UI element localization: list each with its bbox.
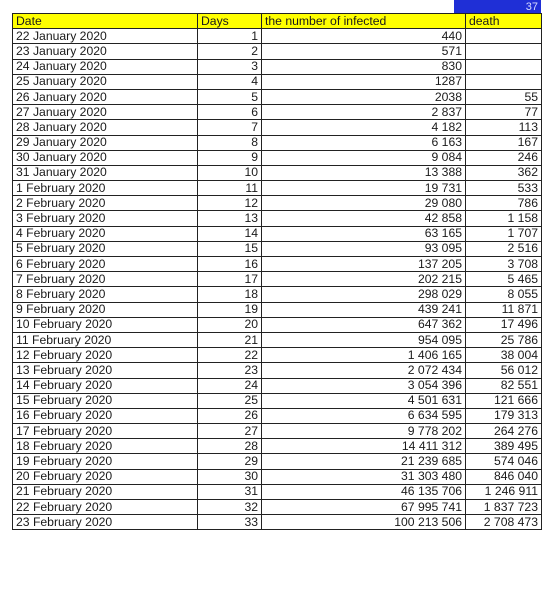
cell-days[interactable]: 19 (198, 302, 262, 317)
cell-infected[interactable]: 42 858 (262, 211, 466, 226)
cell-days[interactable]: 1 (198, 29, 262, 44)
cell-date[interactable]: 1 February 2020 (13, 181, 198, 196)
cell-infected[interactable]: 1287 (262, 74, 466, 89)
cell-date[interactable]: 5 February 2020 (13, 241, 198, 256)
cell-date[interactable]: 25 January 2020 (13, 74, 198, 89)
cell-date[interactable]: 2 February 2020 (13, 196, 198, 211)
cell-days[interactable]: 9 (198, 150, 262, 165)
top-row (0, 0, 544, 14)
cell-infected[interactable]: 440 (262, 29, 466, 44)
selected-corner-cell[interactable]: 37 (454, 0, 541, 14)
cell-death[interactable]: 846 040 (466, 469, 542, 484)
table-row (13, 59, 542, 74)
cell-death[interactable] (466, 44, 542, 59)
cell-death[interactable]: 5 465 (466, 272, 542, 287)
cell-days[interactable]: 27 (198, 424, 262, 439)
table-row (13, 439, 542, 454)
table-row (13, 165, 542, 180)
cell-death[interactable]: 167 (466, 135, 542, 150)
cell-death[interactable]: 38 004 (466, 348, 542, 363)
cell-date[interactable]: 12 February 2020 (13, 348, 198, 363)
cell-death[interactable]: 2 708 473 (466, 515, 542, 530)
cell-days[interactable]: 20 (198, 317, 262, 332)
cell-infected[interactable]: 6 634 595 (262, 408, 466, 423)
cell-date[interactable]: 10 February 2020 (13, 317, 198, 332)
header-row (13, 14, 542, 29)
cell-days[interactable]: 31 (198, 484, 262, 499)
table-row (13, 454, 542, 469)
cell-date[interactable]: 22 January 2020 (13, 29, 198, 44)
cell-date[interactable]: 23 January 2020 (13, 44, 198, 59)
cell-infected[interactable]: 14 411 312 (262, 439, 466, 454)
table-row (13, 29, 542, 44)
cell-infected[interactable]: 137 205 (262, 257, 466, 272)
cell-date[interactable]: 30 January 2020 (13, 150, 198, 165)
cell-infected[interactable]: 21 239 685 (262, 454, 466, 469)
cell-death[interactable]: 533 (466, 181, 542, 196)
table-row (13, 332, 542, 347)
table-row (13, 257, 542, 272)
table-row (13, 484, 542, 499)
table-row (13, 287, 542, 302)
cell-infected[interactable]: 46 135 706 (262, 484, 466, 499)
cell-days[interactable]: 10 (198, 165, 262, 180)
table-row (13, 500, 542, 515)
cell-infected[interactable]: 830 (262, 59, 466, 74)
cell-infected[interactable]: 13 388 (262, 165, 466, 180)
spreadsheet-table (12, 13, 542, 530)
cell-death[interactable] (466, 59, 542, 74)
cell-infected[interactable]: 4 182 (262, 120, 466, 135)
cell-infected[interactable]: 4 501 631 (262, 393, 466, 408)
cell-days[interactable]: 18 (198, 287, 262, 302)
cell-infected[interactable]: 9 778 202 (262, 424, 466, 439)
cell-infected[interactable]: 100 213 506 (262, 515, 466, 530)
header-days[interactable]: Days (198, 14, 262, 29)
cell-date[interactable]: 31 January 2020 (13, 165, 198, 180)
cell-death[interactable]: 121 666 (466, 393, 542, 408)
cell-date[interactable]: 18 February 2020 (13, 439, 198, 454)
table-row (13, 393, 542, 408)
cell-infected[interactable]: 571 (262, 44, 466, 59)
cell-days[interactable]: 21 (198, 332, 262, 347)
cell-days[interactable]: 22 (198, 348, 262, 363)
cell-death[interactable]: 113 (466, 120, 542, 135)
table-row (13, 135, 542, 150)
cell-infected[interactable]: 63 165 (262, 226, 466, 241)
table-row (13, 272, 542, 287)
cell-date[interactable]: 3 February 2020 (13, 211, 198, 226)
cell-death[interactable] (466, 29, 542, 44)
cell-death[interactable]: 574 046 (466, 454, 542, 469)
cell-days[interactable]: 30 (198, 469, 262, 484)
table-row (13, 89, 542, 104)
cell-infected[interactable]: 298 029 (262, 287, 466, 302)
cell-death[interactable]: 1 837 723 (466, 500, 542, 515)
cell-infected[interactable]: 6 163 (262, 135, 466, 150)
cell-death[interactable]: 389 495 (466, 439, 542, 454)
cell-infected[interactable]: 954 095 (262, 332, 466, 347)
cell-death[interactable]: 2 516 (466, 241, 542, 256)
cell-date[interactable]: 23 February 2020 (13, 515, 198, 530)
cell-date[interactable]: 16 February 2020 (13, 408, 198, 423)
cell-days[interactable]: 7 (198, 120, 262, 135)
cell-infected[interactable]: 2 072 434 (262, 363, 466, 378)
cell-days[interactable]: 24 (198, 378, 262, 393)
table-row (13, 211, 542, 226)
table-body (13, 29, 542, 530)
cell-date[interactable]: 22 February 2020 (13, 500, 198, 515)
cell-days[interactable]: 16 (198, 257, 262, 272)
table-row (13, 515, 542, 530)
header-infected[interactable]: the number of infected (262, 14, 466, 29)
cell-infected[interactable]: 93 095 (262, 241, 466, 256)
cell-death[interactable]: 17 496 (466, 317, 542, 332)
header-death[interactable]: death (466, 14, 542, 29)
cell-days[interactable]: 14 (198, 226, 262, 241)
cell-death[interactable]: 25 786 (466, 332, 542, 347)
cell-days[interactable]: 25 (198, 393, 262, 408)
cell-days[interactable]: 15 (198, 241, 262, 256)
table-row (13, 302, 542, 317)
cell-death[interactable]: 264 276 (466, 424, 542, 439)
cell-days[interactable]: 13 (198, 211, 262, 226)
table-row (13, 408, 542, 423)
table-row (13, 44, 542, 59)
table-row (13, 74, 542, 89)
cell-death[interactable]: 179 313 (466, 408, 542, 423)
cell-death[interactable]: 246 (466, 150, 542, 165)
header-date[interactable]: Date (13, 14, 198, 29)
cell-days[interactable]: 8 (198, 135, 262, 150)
cell-date[interactable]: 15 February 2020 (13, 393, 198, 408)
cell-death[interactable]: 56 012 (466, 363, 542, 378)
cell-infected[interactable]: 3 054 396 (262, 378, 466, 393)
cell-days[interactable]: 17 (198, 272, 262, 287)
table-row (13, 317, 542, 332)
cell-date[interactable]: 29 January 2020 (13, 135, 198, 150)
cell-date[interactable]: 27 January 2020 (13, 105, 198, 120)
cell-infected[interactable]: 2038 (262, 89, 466, 104)
cell-infected[interactable]: 67 995 741 (262, 500, 466, 515)
cell-date[interactable]: 19 February 2020 (13, 454, 198, 469)
table-row (13, 150, 542, 165)
cell-date[interactable]: 4 February 2020 (13, 226, 198, 241)
cell-death[interactable]: 82 551 (466, 378, 542, 393)
cell-death[interactable]: 786 (466, 196, 542, 211)
cell-infected[interactable]: 647 362 (262, 317, 466, 332)
cell-death[interactable]: 8 055 (466, 287, 542, 302)
cell-infected[interactable]: 9 084 (262, 150, 466, 165)
table-row (13, 378, 542, 393)
cell-days[interactable]: 4 (198, 74, 262, 89)
cell-date[interactable]: 20 February 2020 (13, 469, 198, 484)
cell-days[interactable]: 26 (198, 408, 262, 423)
cell-death[interactable]: 362 (466, 165, 542, 180)
cell-death[interactable]: 55 (466, 89, 542, 104)
cell-date[interactable]: 14 February 2020 (13, 378, 198, 393)
cell-days[interactable]: 23 (198, 363, 262, 378)
cell-days[interactable]: 3 (198, 59, 262, 74)
cell-death[interactable]: 1 246 911 (466, 484, 542, 499)
cell-death[interactable]: 11 871 (466, 302, 542, 317)
table-row (13, 241, 542, 256)
cell-days[interactable]: 2 (198, 44, 262, 59)
cell-infected[interactable]: 202 215 (262, 272, 466, 287)
cell-date[interactable]: 21 February 2020 (13, 484, 198, 499)
cell-date[interactable]: 9 February 2020 (13, 302, 198, 317)
cell-death[interactable]: 1 707 (466, 226, 542, 241)
table-row (13, 226, 542, 241)
table-row (13, 196, 542, 211)
cell-days[interactable]: 29 (198, 454, 262, 469)
table-row (13, 424, 542, 439)
cell-infected[interactable]: 1 406 165 (262, 348, 466, 363)
cell-date[interactable]: 13 February 2020 (13, 363, 198, 378)
cell-days[interactable]: 11 (198, 181, 262, 196)
cell-days[interactable]: 28 (198, 439, 262, 454)
cell-date[interactable]: 11 February 2020 (13, 332, 198, 347)
cell-days[interactable]: 33 (198, 515, 262, 530)
cell-infected[interactable]: 19 731 (262, 181, 466, 196)
table-row (13, 181, 542, 196)
cell-date[interactable]: 28 January 2020 (13, 120, 198, 135)
cell-days[interactable]: 32 (198, 500, 262, 515)
cell-days[interactable]: 5 (198, 89, 262, 104)
table-row (13, 105, 542, 120)
table-row (13, 469, 542, 484)
cell-date[interactable]: 8 February 2020 (13, 287, 198, 302)
table-row (13, 348, 542, 363)
cell-days[interactable]: 12 (198, 196, 262, 211)
cell-days[interactable]: 6 (198, 105, 262, 120)
cell-infected[interactable]: 29 080 (262, 196, 466, 211)
cell-date[interactable]: 17 February 2020 (13, 424, 198, 439)
cell-infected[interactable]: 439 241 (262, 302, 466, 317)
cell-date[interactable]: 6 February 2020 (13, 257, 198, 272)
cell-death[interactable]: 3 708 (466, 257, 542, 272)
cell-death[interactable] (466, 74, 542, 89)
cell-death[interactable]: 1 158 (466, 211, 542, 226)
cell-date[interactable]: 24 January 2020 (13, 59, 198, 74)
table-row (13, 363, 542, 378)
cell-date[interactable]: 26 January 2020 (13, 89, 198, 104)
cell-infected[interactable]: 2 837 (262, 105, 466, 120)
cell-infected[interactable]: 31 303 480 (262, 469, 466, 484)
cell-death[interactable]: 77 (466, 105, 542, 120)
cell-date[interactable]: 7 February 2020 (13, 272, 198, 287)
table-row (13, 120, 542, 135)
